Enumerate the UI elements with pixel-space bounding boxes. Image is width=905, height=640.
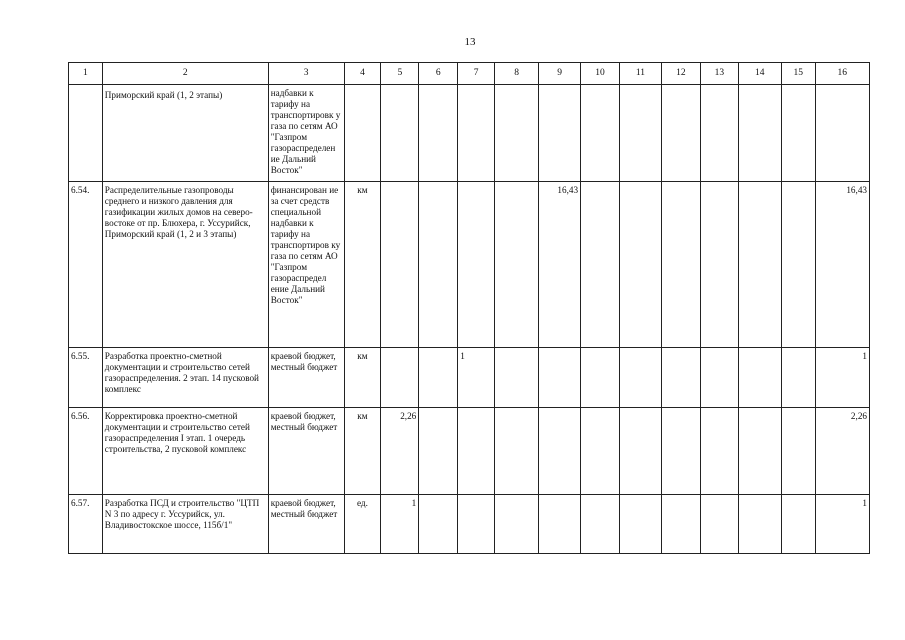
value-cell xyxy=(619,182,661,348)
value-cell xyxy=(458,495,495,554)
value-cell xyxy=(381,182,419,348)
value-cell xyxy=(815,85,869,182)
value-cell xyxy=(661,495,700,554)
col-header: 15 xyxy=(781,63,815,85)
value-cell xyxy=(661,408,700,495)
col-header: 3 xyxy=(268,63,344,85)
value-cell xyxy=(700,85,738,182)
value-cell: 2,26 xyxy=(815,408,869,495)
value-cell xyxy=(539,408,581,495)
value-cell xyxy=(661,182,700,348)
object-name: Корректировка проектно-сметной документации и строительство сетей газораспределения I этап. 1 очередь строительства, 2 пусковой комплекс xyxy=(102,408,268,495)
value-cell xyxy=(700,408,738,495)
col-header: 9 xyxy=(539,63,581,85)
unit xyxy=(344,85,381,182)
col-header: 6 xyxy=(419,63,458,85)
value-cell xyxy=(419,495,458,554)
value-cell: 1 xyxy=(815,495,869,554)
value-cell xyxy=(419,182,458,348)
value-cell xyxy=(581,85,620,182)
col-header: 8 xyxy=(495,63,539,85)
col-header: 1 xyxy=(69,63,103,85)
funding-source: краевой бюджет, местный бюджет xyxy=(268,348,344,408)
value-cell: 2,26 xyxy=(381,408,419,495)
value-cell xyxy=(458,182,495,348)
col-header: 14 xyxy=(738,63,781,85)
page-number: 13 xyxy=(464,36,476,48)
value-cell xyxy=(700,495,738,554)
value-cell xyxy=(495,85,539,182)
value-cell xyxy=(458,408,495,495)
value-cell xyxy=(738,85,781,182)
value-cell xyxy=(738,495,781,554)
object-name: Распределительные газопроводы среднего и низкого давления для газификации жилых домов на северо-востоке от пр. Блюхера, г. Уссурийск, Приморский край (1, 2 и 3 этапы) xyxy=(102,182,268,348)
row-number: 6.54. xyxy=(69,182,103,348)
value-cell xyxy=(581,348,620,408)
value-cell xyxy=(738,408,781,495)
value-cell xyxy=(419,348,458,408)
value-cell xyxy=(781,182,815,348)
value-cell xyxy=(619,408,661,495)
header-row xyxy=(69,63,870,85)
col-header: 12 xyxy=(661,63,700,85)
value-cell xyxy=(700,348,738,408)
value-cell xyxy=(458,85,495,182)
col-header: 5 xyxy=(381,63,419,85)
value-cell xyxy=(781,495,815,554)
value-cell xyxy=(419,85,458,182)
value-cell: 1 xyxy=(458,348,495,408)
col-header: 16 xyxy=(815,63,869,85)
col-header: 2 xyxy=(102,63,268,85)
value-cell xyxy=(661,85,700,182)
object-name: Разработка ПСД и строительство "ЦТП N 3 по адресу г. Уссурийск, ул. Владивостокское шоссе, 115б/1" xyxy=(102,495,268,554)
object-name: Приморский край (1, 2 этапы) xyxy=(102,85,268,182)
value-cell: 16,43 xyxy=(815,182,869,348)
value-cell xyxy=(495,495,539,554)
unit: км xyxy=(344,182,381,348)
value-cell xyxy=(661,348,700,408)
col-header: 10 xyxy=(581,63,620,85)
value-cell xyxy=(495,348,539,408)
object-name: Разработка проектно-сметной документации и строительство сетей газораспределения. 2 этап. 14 пусковой комплекс xyxy=(102,348,268,408)
col-header: 11 xyxy=(619,63,661,85)
value-cell xyxy=(619,85,661,182)
value-cell xyxy=(581,408,620,495)
value-cell xyxy=(781,348,815,408)
value-cell xyxy=(700,182,738,348)
table-row xyxy=(69,85,870,182)
unit: км xyxy=(344,348,381,408)
value-cell xyxy=(619,348,661,408)
value-cell xyxy=(581,182,620,348)
col-header: 4 xyxy=(344,63,381,85)
value-cell xyxy=(781,408,815,495)
table-row xyxy=(69,495,870,554)
funding-source: краевой бюджет, местный бюджет xyxy=(268,495,344,554)
row-number: 6.56. xyxy=(69,408,103,495)
col-header: 7 xyxy=(458,63,495,85)
row-number xyxy=(69,85,103,182)
funding-source: финансирован ие за счет средств специальной надбавки к тарифу на транспортиров ку газа по сетям АО "Газпром газораспредел ение Дальний Восток" xyxy=(268,182,344,348)
row-number: 6.55. xyxy=(69,348,103,408)
value-cell xyxy=(381,85,419,182)
value-cell xyxy=(581,495,620,554)
value-cell xyxy=(419,408,458,495)
value-cell xyxy=(495,182,539,348)
unit: ед. xyxy=(344,495,381,554)
table-row xyxy=(69,348,870,408)
value-cell xyxy=(539,495,581,554)
value-cell xyxy=(381,348,419,408)
value-cell xyxy=(619,495,661,554)
table-row xyxy=(69,408,870,495)
value-cell xyxy=(738,182,781,348)
value-cell: 16,43 xyxy=(539,182,581,348)
data-table xyxy=(68,62,870,554)
row-number: 6.57. xyxy=(69,495,103,554)
unit: км xyxy=(344,408,381,495)
funding-source: надбавки к тарифу на транспортировк у газа по сетям АО "Газпром газораспределен ие Дальний Восток" xyxy=(268,85,344,182)
value-cell xyxy=(539,348,581,408)
value-cell: 1 xyxy=(815,348,869,408)
value-cell xyxy=(781,85,815,182)
value-cell: 1 xyxy=(381,495,419,554)
col-header: 13 xyxy=(700,63,738,85)
funding-source: краевой бюджет, местный бюджет xyxy=(268,408,344,495)
value-cell xyxy=(495,408,539,495)
table-row xyxy=(69,182,870,348)
value-cell xyxy=(738,348,781,408)
value-cell xyxy=(539,85,581,182)
